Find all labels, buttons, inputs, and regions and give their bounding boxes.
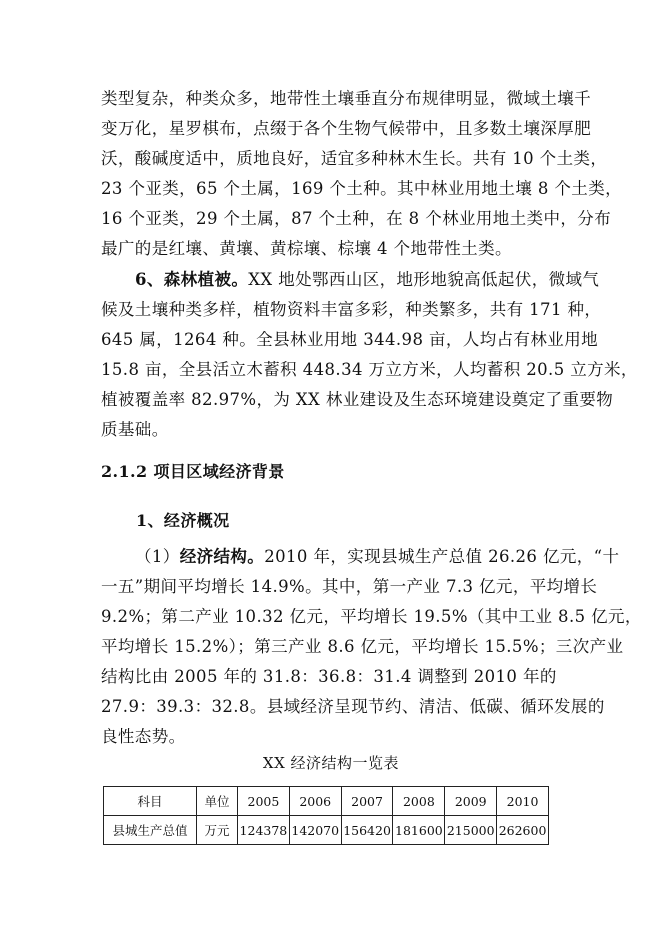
header-cell: 2008 (393, 787, 445, 816)
soil-line-3: 沃，酸碱度适中，质地良好，适宜多种林木生长。共有 10 个土类， (101, 149, 608, 168)
forest-line-4: 15.8 亩，全县活立木蓄积 448.34 万立方米，人均蓄积 20.5 立方米， (101, 360, 638, 379)
table-cell: 181600 (393, 816, 445, 845)
soil-line-4: 23 个亚类，65 个土属，169 个土种。其中林业用地土壤 8 个土类， (101, 179, 623, 198)
economy-line-6: 27.9：39.3：32.8。县域经济呈现节约、清洁、低碳、循环发展的 (101, 697, 605, 716)
table-row (104, 816, 549, 845)
table-header-row (104, 787, 549, 816)
forest-line-5: 植被覆盖率 82.97%，为 XX 林业建设及生态环境建设奠定了重要物 (101, 390, 614, 409)
table-cell: 156420 (341, 816, 393, 845)
economy-bold: 经济结构。 (179, 547, 265, 566)
soil-line-5: 16 个亚类，29 个土属，87 个土种，在 8 个林业用地土类中，分布 (101, 209, 612, 228)
table-cell: 县城生产总值 (104, 816, 197, 845)
forest-line-2: 候及土壤种类多样，植物资料丰富多彩，种类繁多，共有 171 种， (101, 300, 602, 319)
economy-table (103, 786, 549, 845)
forest-line-1 (135, 267, 605, 293)
economy-line-4: 平均增长 15.2%）；第三产业 8.6 亿元，平均增长 15.5%；三次产业 (101, 637, 624, 656)
economy-first-line: 2010 年，实现县城生产总值 26.26 亿元，“十 (264, 547, 620, 566)
header-cell: 2006 (289, 787, 341, 816)
table-cell: 142070 (289, 816, 341, 845)
economy-line-7: 良性态势。 (101, 727, 186, 746)
soil-line-6: 最广的是红壤、黄壤、黄棕壤、棕壤 4 个地带性土类。 (101, 239, 512, 258)
economy-line-1 (135, 544, 620, 570)
table-cell: 124378 (238, 816, 290, 845)
table-cell: 万元 (197, 816, 238, 845)
economy-line-5: 结构比由 2005 年的 31.8：36.8：31.4 调整到 2010 年的 (101, 667, 557, 686)
section-heading: 2.1.2 项目区域经济背景 (101, 462, 285, 481)
soil-line-2: 变万化，星罗棋布，点缀于各个生物气候带中，且多数土壤深厚肥 (101, 119, 592, 138)
forest-line-3: 645 属，1264 种。全县林业用地 344.98 亩，人均占有林业用地 (101, 330, 598, 349)
economy-line-3: 9.2%；第二产业 10.32 亿元，平均增长 19.5%（其中工业 8.5 亿元， (101, 607, 642, 626)
soil-line-1: 类型复杂，种类众多，地带性土壤垂直分布规律明显，微域土壤千 (101, 89, 592, 108)
forest-line-6: 质基础。 (101, 420, 169, 439)
header-cell: 单位 (197, 787, 238, 816)
table-title: XX 经济结构一览表 (262, 754, 400, 772)
table-cell: 215000 (445, 816, 497, 845)
header-cell: 2005 (238, 787, 290, 816)
table-cell: 262600 (497, 816, 549, 845)
economy-subheading: 1、经济概况 (136, 511, 230, 530)
header-cell: 2010 (497, 787, 549, 816)
economy-prefix: （1） (135, 547, 180, 566)
header-cell: 科目 (104, 787, 197, 816)
header-cell: 2007 (341, 787, 393, 816)
header-cell: 2009 (445, 787, 497, 816)
forest-first-line: XX 地处鄂西山区，地形地貌高低起伏，微域气 (248, 270, 600, 289)
forest-heading: 6、森林植被。 (135, 270, 249, 289)
economy-line-2: 一五”期间平均增长 14.9%。其中，第一产业 7.3 亿元，平均增长 (101, 577, 598, 596)
